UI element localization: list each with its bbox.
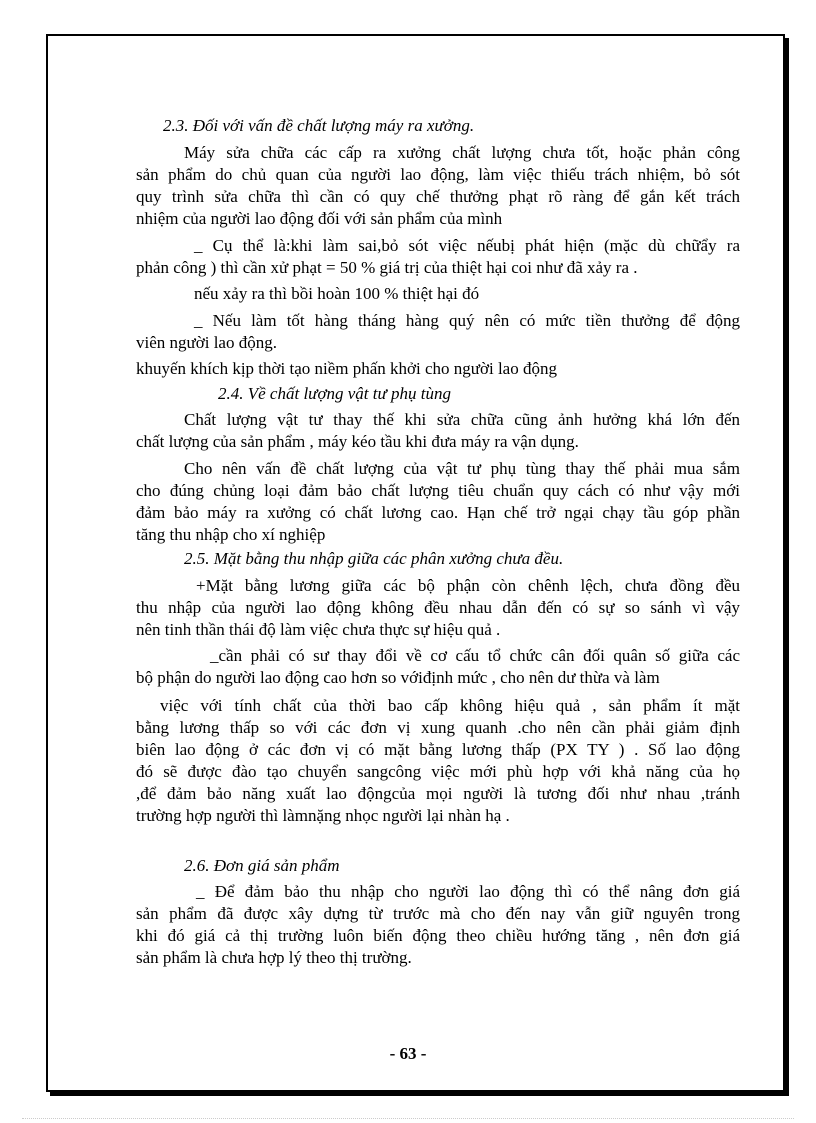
paragraph-line: bằng lương thấp so với các đơn vị xung quanh .cho nên cần phải giảm định [136, 718, 740, 737]
paragraph-line: phản công ) thì cần xử phạt = 50 % giá trị của thiệt hại coi như đã xảy ra . [136, 258, 638, 277]
paragraph-line: thu nhập của người lao động không đều nhau dẫn đến có sự so sánh vì vậy [136, 598, 740, 617]
paragraph-line: _cần phải có sư thay đổi về cơ cấu tổ chức cân đối quân số giữa các [210, 646, 740, 665]
paragraph-line: _ Cụ thể là:khi làm sai,bỏ sót việc nếubị phát hiện (mặc dù chữẩy ra [194, 236, 740, 255]
paragraph-line: _ Để đảm bảo thu nhập cho người lao động thì có thể nâng đơn giá [196, 882, 740, 901]
paragraph-line: viên người lao động. [136, 333, 277, 352]
paragraph-line: biên lao động ở các đơn vị có mặt bằng lương thấp (PX TY ) . Số lao động [136, 740, 740, 759]
paragraph-line: ,để đảm bảo năng xuất lao độngcủa mọi người là tương đối như nhau ,tránh [136, 784, 740, 803]
paragraph-line: tăng thu nhập cho xí nghiệp [136, 525, 326, 544]
heading-2-5: 2.5. Mặt bằng thu nhập giữa các phân xưởng chưa đều. [184, 549, 564, 568]
paragraph-line: Cho nên vấn đề chất lượng của vật tư phụ tùng thay thế phải mua sắm [184, 459, 740, 478]
paragraph-line: Máy sửa chữa các cấp ra xưởng chất lượng chưa tốt, hoặc phản công [184, 143, 740, 162]
paragraph-line: bộ phận do người lao động cao hơn so vớiđịnh mức , cho nên dư thừa và làm [136, 668, 660, 687]
paragraph-line: Chất lượng vật tư thay thế khi sửa chữa cũng ảnh hưởng khá lớn đến [184, 410, 740, 429]
paragraph-line: quy trình sửa chữa thì cần có quy chế thưởng phạt rõ ràng để gắn kết trách [136, 187, 740, 206]
paragraph-line: nhiệm của người lao động đối với sản phẩm của mình [136, 209, 503, 228]
paragraph-line: việc với tính chất của thời bao cấp không hiệu quả , sản phẩm ít mặt [160, 696, 740, 715]
heading-2-3: 2.3. Đối với vấn đề chất lượng máy ra xưởng. [163, 116, 475, 135]
paragraph-line: khuyến khích kịp thời tạo niềm phấn khởi cho người lao động [136, 359, 557, 378]
paragraph-line: trường hợp người thì làmnặng nhọc người lại nhàn hạ . [136, 806, 510, 825]
paragraph-line: chất lượng của sản phẩm , máy kéo tầu khi đưa máy ra vận dụng. [136, 432, 579, 451]
paragraph-line: đảm bảo máy ra xưởng có chất lương cao. Hạn chế trở ngại chạy tầu góp phần [136, 503, 740, 522]
paragraph-line: _ Nếu làm tốt hàng tháng hàng quý nên có mức tiền thưởng để động [194, 311, 740, 330]
paragraph-line: sản phẩm do chủ quan của người lao động, làm việc thiếu trách nhiệm, bỏ sót [136, 165, 740, 184]
heading-2-4: 2.4. Về chất lượng vật tư phụ tùng [218, 384, 452, 403]
page-number: - 63 - [389, 1044, 427, 1063]
paragraph-line: cho đúng chủng loại đảm bảo chất lượng tiêu chuẩn quy cách có như vậy mới [136, 481, 740, 500]
paragraph-line: đó sẽ được đào tạo chuyển sangcông việc mới phù hợp với khả năng của họ [136, 762, 740, 781]
bottom-divider [22, 1118, 794, 1119]
paragraph-line: sản phẩm là chưa hợp lý theo thị trường. [136, 948, 412, 967]
heading-2-6: 2.6. Đơn giá sản phẩm [184, 856, 340, 875]
paragraph-line: nếu xảy ra thì bồi hoàn 100 % thiệt hại đó [194, 284, 480, 303]
paragraph-line: +Mặt bằng lương giữa các bộ phận còn chênh lệch, chưa đồng đều [196, 576, 740, 595]
paragraph-line: nên tinh thần thái độ làm việc chưa thực sự hiệu quả . [136, 620, 501, 639]
paragraph-line: sản phẩm đã được xây dựng từ trước mà cho đến nay vẫn giữ nguyên trong [136, 904, 740, 923]
paragraph-line: khi đó giá cả thị trường luôn biến động theo chiều hướng tăng , nên đơn giá [136, 926, 740, 945]
